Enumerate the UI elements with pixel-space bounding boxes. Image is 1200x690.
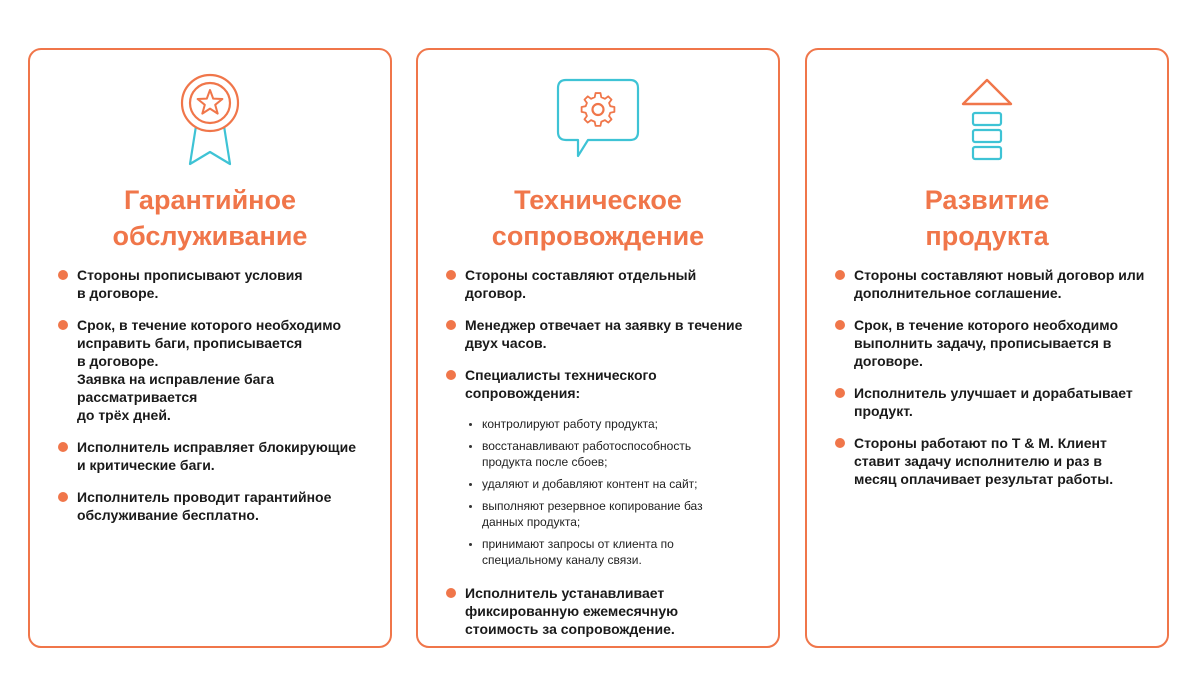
list-item: Исполнитель проводит гарантийное обслуживание бесплатно. bbox=[58, 488, 368, 524]
list-item: Срок, в течение которого необходимо выполнить задачу, прописывается в договоре. bbox=[835, 316, 1145, 370]
card-product-development bbox=[805, 48, 1169, 648]
sub-list-item: принимают запросы от клиента по специальному каналу связи. bbox=[465, 536, 756, 568]
card-warranty bbox=[28, 48, 392, 648]
arrow-up-blocks-icon bbox=[807, 72, 1167, 168]
sub-list-item: контролируют работу продукта; bbox=[465, 416, 756, 432]
bullet-list bbox=[835, 266, 1145, 502]
sub-list-item: восстанавливают работоспособность продукта после сбоев; bbox=[465, 438, 756, 470]
bullet-list bbox=[58, 266, 368, 538]
card-tech-support bbox=[416, 48, 780, 648]
sub-list-item: выполняют резервное копирование баз данных продукта; bbox=[465, 498, 756, 530]
chat-gear-icon bbox=[418, 72, 778, 168]
card-title: Гарантийное обслуживание bbox=[112, 185, 308, 251]
card-title: Развитие продукта bbox=[924, 185, 1050, 251]
list-item: Менеджер отвечает на заявку в течение двух часов. bbox=[446, 316, 756, 352]
list-item: Исполнитель исправляет блокирующие и критические баги. bbox=[58, 438, 368, 474]
card-title: Техническое сопровождение bbox=[491, 185, 705, 251]
sub-list bbox=[465, 416, 756, 568]
list-item: Исполнитель устанавливает фиксированную ежемесячную стоимость за сопровождение. bbox=[446, 584, 756, 638]
list-item: Стороны составляют отдельный договор. bbox=[446, 266, 756, 302]
list-item: Исполнитель улучшает и дорабатывает продукт. bbox=[835, 384, 1145, 420]
list-item: Стороны составляют новый договор или дополнительное соглашение. bbox=[835, 266, 1145, 302]
list-item: Срок, в течение которого необходимо исправить баги, прописывается в договоре. Заявка на исправление бага рассматривается до трёх дней. bbox=[58, 316, 368, 424]
list-item: Специалисты технического сопровождения: контролируют работу продукта; восстанавливают работоспособность продукта после сбоев; удаляют и добавляют контент на сайт; выполняют резервное копирование баз данных продукта; принимают запросы от клиента по специальному каналу связи. bbox=[446, 366, 756, 568]
award-ribbon-star-icon bbox=[30, 72, 390, 168]
bullet-list bbox=[446, 266, 756, 652]
sub-list-item: удаляют и добавляют контент на сайт; bbox=[465, 476, 756, 492]
list-item: Стороны прописывают условия в договоре. bbox=[58, 266, 368, 302]
list-item: Стороны работают по T & M. Клиент ставит задачу исполнителю и раз в месяц оплачивает результат работы. bbox=[835, 434, 1145, 488]
